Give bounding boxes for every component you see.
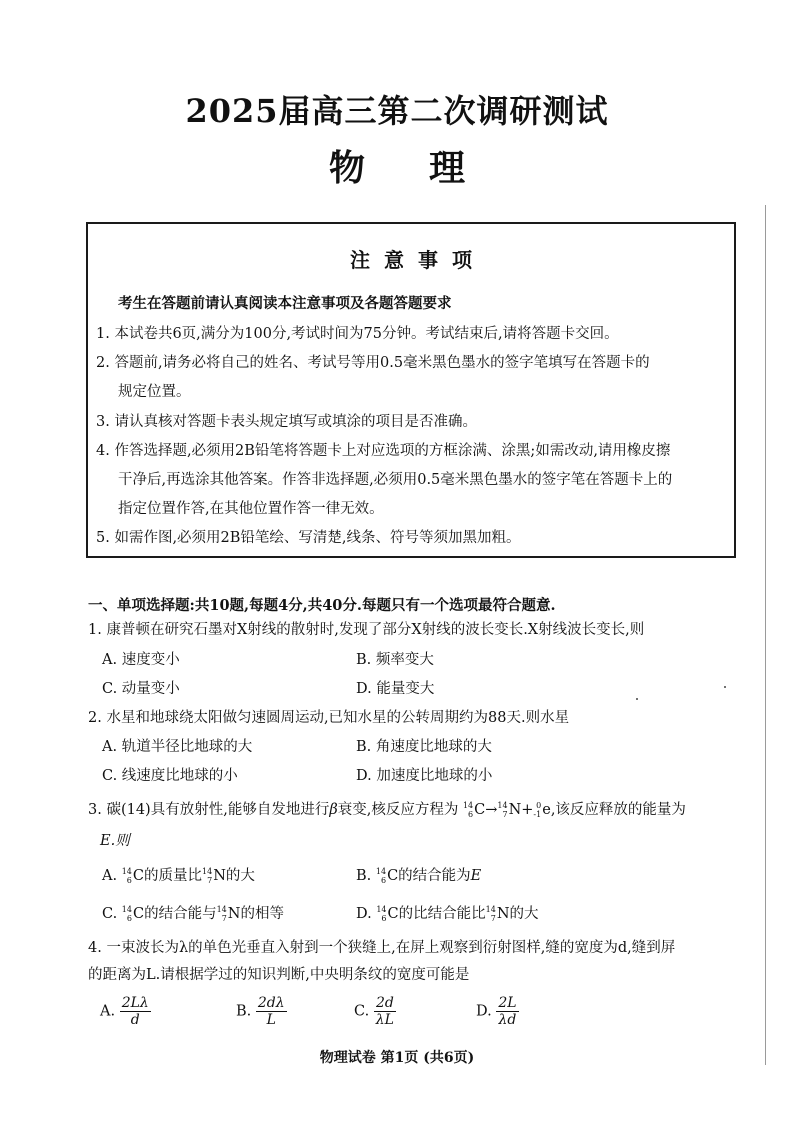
q4-stem-line1: 4. 一束波长为λ的单色光垂直入射到一个狭缝上,在屏上观察到衍射图样,缝的宽度为d,缝到屏 (88, 940, 676, 956)
section-heading: 一、单项选择题:共10题,每题4分,共40分.每题只有一个选项最符合题意. (88, 597, 556, 614)
q2-option-c: C. 线速度比地球的小 (102, 768, 238, 784)
q3-option-b: B. 14 6 C 的结合能为E (356, 867, 482, 885)
notice-box (86, 222, 736, 558)
scan-speck (636, 698, 638, 700)
q3-stem-end: E.则 (100, 833, 130, 849)
q2-option-d: D. 加速度比地球的小 (356, 768, 493, 784)
q4-option-c: C. $\frac{2d}{\lambda L}$ (354, 995, 394, 1028)
q3-option-c: C. 14 6 C 的结合能与 14 7 N 的相等 (102, 905, 284, 923)
notice-item: 4. 作答选择题,必须用2B铅笔将答题卡上对应选项的方框涂满、涂黑;如需改动,请用橡皮擦 (96, 443, 671, 459)
q4-option-d: D. $\frac{2L}{\lambda d}$ (476, 995, 517, 1028)
scan-speck (724, 686, 726, 688)
q3-option-d: D. 14 6 C 的比结合能比 14 7 N 的大 (356, 905, 539, 923)
nuclide-n14: 14 7 N (497, 801, 522, 819)
notice-item: 1. 本试卷共6页,满分为100分,考试时间为75分钟。考试结束后,请将答题卡交回。 (96, 326, 619, 342)
notice-lead: 考生在答题前请认真阅读本注意事项及各题答题要求 (118, 295, 452, 312)
q2-stem: 2. 水星和地球绕太阳做匀速圆周运动,已知水星的公转周期约为88天.则水星 (88, 710, 570, 726)
q3-option-a: A. 14 6 C 的质量比 14 7 N 的大 (102, 867, 255, 885)
notice-item: 指定位置作答,在其他位置作答一律无效。 (118, 501, 384, 517)
notice-item: 3. 请认真核对答题卡表头规定填写或填涂的项目是否准确。 (96, 414, 477, 430)
q1-option-a: A. 速度变小 (102, 652, 180, 668)
q4-stem-line2: 的距离为L.请根据学过的知识判断,中央明条纹的宽度可能是 (88, 967, 470, 983)
notice-item: 2. 答题前,请务必将自己的姓名、考试号等用0.5毫米黑色墨水的签字笔填写在答题卡的 (96, 355, 650, 371)
notice-item: 规定位置。 (118, 384, 191, 400)
q1-option-c: C. 动量变小 (102, 681, 180, 697)
notice-item: 5. 如需作图,必须用2B铅笔绘、写清楚,线条、符号等须加黑加粗。 (96, 530, 521, 546)
notice-item: 干净后,再选涂其他答案。作答非选择题,必须用0.5毫米黑色墨水的签字笔在答题卡上的 (118, 472, 673, 488)
subject-title: 物理 (328, 147, 529, 189)
nuclide-c14: 14 6 C (462, 801, 486, 819)
q3-stem: 3. 碳(14)具有放射性,能够自发地进行β衰变,核反应方程为 14 6 C → 14 7 N + 0 -1 e ,该反应释放的能量为 (88, 801, 686, 819)
q2-option-b: B. 角速度比地球的大 (356, 739, 492, 755)
page-footer: 物理试卷 第1页 (共6页) (319, 1050, 475, 1066)
q4-option-b: B. $\frac{2d\lambda}{L}$ (236, 995, 285, 1028)
q1-option-d: D. 能量变大 (356, 681, 435, 697)
q1-option-b: B. 频率变大 (356, 652, 434, 668)
q2-option-a: A. 轨道半径比地球的大 (102, 739, 253, 755)
nuclide-electron: 0 -1 e (533, 801, 551, 819)
page-edge-rule (765, 205, 766, 1065)
q4-option-a: A. $\frac{2L\lambda}{d}$ (100, 995, 149, 1028)
q1-stem: 1. 康普顿在研究石墨对X射线的散射时,发现了部分X射线的波长变长.X射线波长变长,则 (88, 622, 645, 638)
notice-title: 注意事项 (350, 248, 486, 272)
exam-title: 2025届高三第二次调研测试 (185, 92, 609, 130)
